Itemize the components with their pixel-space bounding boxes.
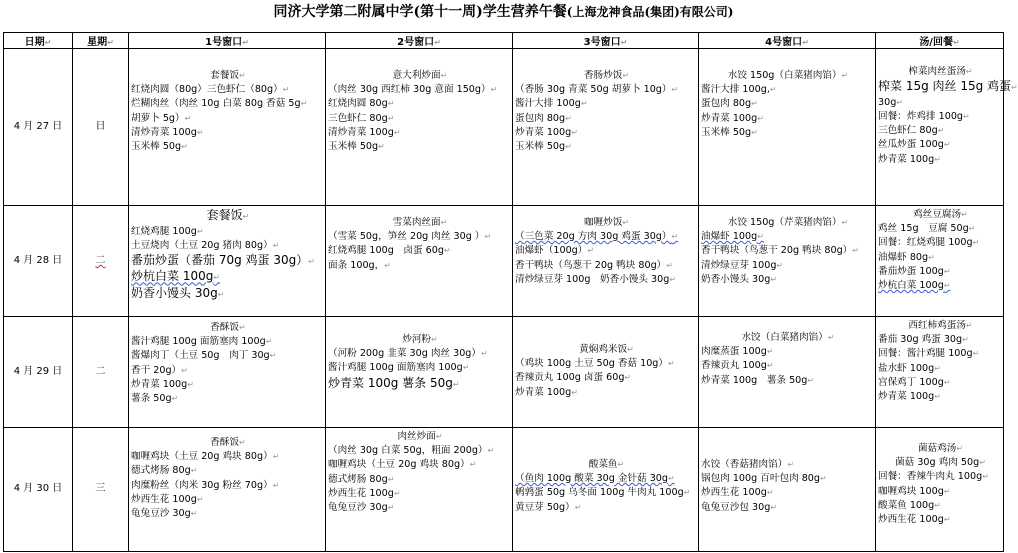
dish-line: （河粉 200g 韭菜 30g 肉丝 30g）↵	[328, 348, 488, 360]
paragraph-mark: ↵	[965, 67, 973, 76]
paragraph-mark: ↵	[565, 142, 572, 152]
paragraph-mark: ↵	[384, 260, 391, 270]
paragraph-mark: ↵	[272, 240, 280, 250]
soup-line: 酸菜鱼 100g↵	[878, 499, 941, 511]
dish-line: 面条 100g，↵	[328, 259, 391, 271]
dish-line: 香辣贡丸 100g↵	[701, 360, 774, 372]
dish-line: 红烧肉圆（80g）三色虾仁（80g）↵	[131, 84, 290, 96]
dish-line: 鹌鹑蛋 50g 乌冬面 100g 牛肉丸 100g↵	[515, 487, 691, 499]
paragraph-mark: ↵	[766, 361, 774, 371]
paragraph-mark: ↵	[620, 38, 628, 47]
paragraph-mark: ↵	[669, 274, 677, 284]
paragraph-mark: ↵	[617, 460, 625, 469]
header-row	[4, 33, 1004, 49]
dish-line: 炒西生花 100g↵	[701, 487, 774, 499]
soup-title: 西红柿鸡蛋汤↵	[908, 320, 973, 331]
dish-line: 炒青菜 100g 薯条 50g↵	[328, 375, 460, 390]
header-window-3: 3号窗口↵	[513, 33, 699, 49]
dish-line: 奶香小馒头 30g↵	[131, 285, 225, 300]
paragraph-mark: ↵	[979, 458, 986, 468]
dish-title: 肉丝炒面↵	[397, 431, 443, 442]
soup-line: 炒青菜 100g↵	[878, 153, 941, 165]
dish-line: 龟兔豆沙 30g↵	[328, 502, 395, 514]
window-2-cell	[326, 428, 513, 552]
paragraph-mark: ↵	[431, 335, 438, 344]
paragraph-mark: ↵	[683, 488, 691, 498]
soup-title: 榨菜肉丝蛋汤↵	[908, 66, 973, 77]
dish-title: 水饺（香菇猪肉馅）↵	[701, 459, 795, 470]
paragraph-mark: ↵	[751, 99, 758, 109]
paragraph-mark: ↵	[171, 394, 179, 404]
header-soup: 汤/回餐↵	[876, 33, 1004, 49]
weekday-label: 二	[95, 254, 106, 266]
paragraph-mark: ↵	[770, 274, 778, 284]
dish-title: 香肠炒饭↵	[583, 70, 630, 81]
dish-line: 红烧鸡腿 100g↵	[131, 225, 204, 237]
paragraph-mark: ↵	[484, 232, 492, 242]
paragraph-mark: ↵	[943, 515, 951, 525]
dish-line: 三色虾仁 80g↵	[328, 112, 395, 124]
weekday-cell: 日	[73, 49, 129, 206]
date-cell: 4 月 28 日	[4, 206, 73, 317]
dish-line: 清炒绿豆芽 100g↵	[701, 259, 784, 271]
paragraph-mark: ↵	[627, 345, 634, 354]
paragraph-mark: ↵	[934, 154, 941, 164]
paragraph-mark: ↵	[769, 85, 777, 95]
soup-line: 炒杭白菜 100g↵	[878, 280, 951, 292]
paragraph-mark: ↵	[934, 363, 941, 373]
soup-line: 鸡丝 15g 豆腐 50g↵	[878, 223, 976, 235]
paragraph-mark: ↵	[378, 142, 385, 152]
window-2-cell	[326, 49, 513, 206]
dish-line: （鱼肉 100g 酸菜 30g 金针菇 30g↵	[515, 473, 675, 485]
window-3-cell	[513, 49, 699, 206]
dish-line: 玉米棒 50g↵	[131, 141, 188, 153]
weekday-cell: 二	[73, 317, 129, 428]
soup-line: 回餐：香辣牛肉丸 100g↵	[878, 471, 989, 483]
paragraph-mark: ↵	[668, 474, 675, 484]
dish-line: 酱汁鸡腿 100g 面筋塞肉 100g↵	[131, 336, 273, 348]
soup-title: 鸡丝豆腐汤↵	[913, 209, 968, 220]
dish-line: （雪菜 50g，笋丝 20g 肉丝 30g ）↵	[328, 231, 492, 243]
dish-line: 香干鸭块（鸟葱干 20g 鸭块 80g）↵	[515, 259, 673, 271]
paragraph-mark: ↵	[443, 246, 451, 256]
dish-line: 龟兔豆沙包 30g↵	[701, 501, 778, 513]
window-1-cell	[129, 428, 326, 552]
dish-line: 咖喱鸡块（土豆 20g 鸡块 80g）↵	[131, 451, 280, 463]
paragraph-mark: ↵	[841, 218, 849, 227]
paragraph-mark: ↵	[452, 379, 460, 389]
paragraph-mark: ↵	[961, 210, 968, 219]
paragraph-mark: ↵	[481, 349, 488, 359]
paragraph-mark: ↵	[943, 281, 951, 291]
dish-line: 炒杭白菜 100g↵	[131, 269, 221, 284]
paragraph-mark: ↵	[434, 38, 441, 47]
paragraph-mark: ↵	[580, 99, 588, 109]
soup-line: 咖喱鸡块 100g↵	[878, 485, 951, 497]
paragraph-mark: ↵	[213, 273, 221, 283]
paragraph-mark: ↵	[972, 349, 980, 359]
dish-line: 肉糜粉丝（肉米 30g 粉丝 70g）↵	[131, 479, 280, 491]
paragraph-mark: ↵	[820, 474, 827, 484]
dish-line: 酱爆肉丁（土豆 50g 肉丁 30g↵	[131, 350, 277, 362]
dish-line: 奶香小馒头 30g↵	[701, 273, 778, 285]
soup-cell	[876, 317, 1004, 428]
window-1-cell	[129, 317, 326, 428]
paragraph-mark: ↵	[934, 392, 941, 402]
paragraph-mark: ↵	[574, 502, 582, 512]
date-cell: 4 月 29 日	[4, 317, 73, 428]
soup-line: 回餐：酱汁鸡腿 100g↵	[878, 348, 980, 360]
window-4-cell	[699, 428, 876, 552]
paragraph-mark: ↵	[1011, 83, 1018, 93]
dish-title: 酸菜鱼↵	[588, 459, 625, 470]
paragraph-mark: ↵	[190, 509, 198, 519]
paragraph-mark: ↵	[217, 289, 225, 299]
dish-title: 黄焖鸡米饭↵	[579, 344, 634, 355]
paragraph-mark: ↵	[766, 347, 774, 357]
paragraph-mark: ↵	[943, 140, 951, 150]
dish-line: 龟兔豆沙 30g↵	[131, 508, 198, 520]
paragraph-mark: ↵	[393, 488, 401, 498]
paragraph-mark: ↵	[766, 488, 774, 498]
table-row	[4, 428, 1004, 552]
weekday-cell	[73, 206, 129, 317]
dish-title: 套餐饭↵	[206, 208, 250, 222]
dish-line: 酱汁大排 100g,↵	[701, 84, 777, 96]
dish-line: 番茄炒蛋（番茄 70g 鸡蛋 30g）↵	[131, 252, 315, 267]
header-window-2: 2号窗口↵	[326, 33, 513, 49]
paragraph-mark: ↵	[440, 218, 448, 227]
paragraph-mark: ↵	[757, 113, 764, 123]
soup-cell	[876, 49, 1018, 206]
paragraph-mark: ↵	[841, 71, 849, 80]
soup-line: 宫保鸡丁 100g↵	[878, 376, 951, 388]
dish-line: 玉米棒 50g↵	[701, 126, 758, 138]
paragraph-mark: ↵	[571, 127, 578, 137]
paragraph-mark: ↵	[272, 480, 280, 490]
window-4-cell	[699, 317, 876, 428]
paragraph-mark: ↵	[827, 333, 835, 342]
dish-title: 雪菜肉丝面↵	[392, 217, 448, 228]
title-main: 同济大学第二附属中学(第十一周)学生营养午餐	[273, 4, 567, 20]
dish-title: 水饺（白菜猪肉馅）↵	[741, 332, 835, 343]
dish-title: 水饺 150g（白菜猪肉馅）↵	[727, 70, 849, 81]
dish-line: 香干 20g）↵	[131, 364, 188, 376]
date-cell: 4 月 30 日	[4, 428, 73, 552]
paragraph-mark: ↵	[937, 126, 945, 136]
paragraph-mark: ↵	[807, 375, 815, 385]
dish-line: （三色菜 20g 方肉 30g 鸡蛋 30g）↵	[515, 231, 679, 243]
window-3-cell	[513, 317, 699, 428]
dish-line: 德式烤肠 80g↵	[328, 473, 395, 485]
paragraph-mark: ↵	[757, 232, 764, 242]
paragraph-mark: ↵	[968, 224, 976, 234]
dish-line: 德式烤肠 80g↵	[131, 465, 198, 477]
dish-title: 水饺 150g（芹菜猪肉馅）↵	[727, 217, 849, 228]
dish-line: 肉糜蒸蛋 100g↵	[701, 346, 774, 358]
dish-title: 咖喱炒饭↵	[583, 217, 630, 228]
paragraph-mark: ↵	[982, 472, 989, 482]
page-title	[0, 2, 1007, 22]
table-row	[4, 317, 1004, 428]
soup-line: 30g↵	[878, 96, 904, 108]
dish-line: 咖喱鸡块（土豆 20g 鸡块 80g）↵	[328, 459, 477, 471]
paragraph-mark: ↵	[387, 99, 395, 109]
window-4-cell	[699, 206, 876, 317]
paragraph-mark: ↵	[943, 377, 951, 387]
paragraph-mark: ↵	[624, 373, 632, 383]
window-2-cell	[326, 317, 513, 428]
soup-cell	[876, 428, 1004, 552]
paragraph-mark: ↵	[387, 503, 395, 513]
paragraph-mark: ↵	[952, 38, 960, 47]
paragraph-mark: ↵	[387, 113, 395, 123]
soup-line: 番茄炒蛋 100g↵	[878, 265, 951, 277]
date-cell: 4 月 27 日	[4, 49, 73, 206]
paragraph-mark: ↵	[490, 85, 498, 95]
dish-line: 玉米棒 50g↵	[515, 141, 572, 153]
dish-line: 香辣贡丸 100g 卤蛋 60g↵	[515, 372, 632, 384]
soup-line: 榨菜 15g 肉丝 15g 鸡蛋↵	[878, 79, 1018, 94]
soup-line: 三色虾仁 80g↵	[878, 125, 945, 137]
window-1-cell	[129, 49, 326, 206]
soup-line: 菌菇 30g 鸡肉 50g↵	[895, 457, 986, 469]
dish-line: 烂糊肉丝（肉丝 10g 白菜 80g 香菇 5g↵	[131, 98, 308, 110]
dish-line: 炒青菜 100g 薯条 50g↵	[701, 374, 815, 386]
paragraph-mark: ↵	[668, 359, 675, 369]
paragraph-mark: ↵	[587, 246, 595, 256]
paragraph-mark: ↵	[469, 460, 477, 470]
dish-line: 香干鸭块（鸟葱干 20g 鸭块 80g）↵	[701, 245, 859, 257]
paragraph-mark: ↵	[776, 260, 784, 270]
paragraph-mark: ↵	[181, 365, 188, 375]
paragraph-mark: ↵	[265, 337, 273, 347]
paragraph-mark: ↵	[928, 252, 935, 262]
dish-title: 套餐饭↵	[210, 70, 246, 81]
dish-line: 酱汁鸡腿 100g 面筋塞肉 100g↵	[328, 362, 470, 374]
header-weekday: 星期↵	[73, 33, 129, 49]
dish-line: 炒青菜 100g↵	[701, 112, 764, 124]
paragraph-mark: ↵	[239, 323, 246, 332]
paragraph-mark: ↵	[571, 387, 578, 397]
dish-line: 酱汁大排 100g↵	[515, 98, 588, 110]
dish-line: 炒西生花 100g↵	[131, 493, 204, 505]
soup-line: 丝瓜炒蛋 100g↵	[878, 139, 951, 151]
dish-title: 炒河粉↵	[402, 334, 438, 345]
paragraph-mark: ↵	[440, 71, 448, 80]
soup-line: 炒西生花 100g↵	[878, 514, 951, 526]
dish-line: （肉丝 30g 白菜 50g，粗面 200g）↵	[328, 445, 495, 457]
dish-line: 锅包肉 100g 百叶包肉 80g↵	[701, 473, 827, 485]
header-date: 日期↵	[4, 33, 73, 49]
window-3-cell	[513, 206, 699, 317]
dish-line: 炒西生花 100g↵	[328, 487, 401, 499]
paragraph-mark: ↵	[565, 113, 572, 123]
paragraph-mark: ↵	[943, 266, 951, 276]
title-company: (上海龙神食品(集团)有限公司)	[566, 5, 734, 19]
dish-line: 炒青菜 100g↵	[515, 126, 578, 138]
dish-line: 油爆虾 100g↵	[701, 231, 764, 243]
soup-line: 炒青菜 100g↵	[878, 391, 941, 403]
dish-line: 炒青菜 100g↵	[515, 386, 578, 398]
dish-line: 清炒青菜 100g↵	[131, 126, 204, 138]
paragraph-mark: ↵	[963, 111, 970, 121]
dish-line: 红烧肉圆 80g↵	[328, 98, 395, 110]
paragraph-mark: ↵	[184, 113, 192, 123]
paragraph-mark: ↵	[239, 71, 246, 80]
soup-title: 菌菇鸡汤↵	[917, 443, 964, 454]
dish-title: 香酥饭↵	[210, 322, 246, 333]
paragraph-mark: ↵	[934, 500, 941, 510]
paragraph-mark: ↵	[107, 38, 114, 47]
dish-line: 黄豆芽 50g）↵	[515, 501, 582, 513]
table-row	[4, 206, 1004, 317]
soup-line: 回餐：红烧鸡腿 100g↵	[878, 237, 980, 249]
paragraph-mark: ↵	[187, 379, 194, 389]
window-3-cell	[513, 428, 699, 552]
paragraph-mark: ↵	[896, 97, 904, 107]
paragraph-mark: ↵	[671, 85, 679, 95]
window-2-cell	[326, 206, 513, 317]
paragraph-mark: ↵	[972, 238, 980, 248]
dish-line: （肉丝 30g 西红柿 30g 意面 150g）↵	[328, 84, 498, 96]
paragraph-mark: ↵	[44, 38, 52, 47]
paragraph-mark: ↵	[282, 85, 290, 95]
soup-line: 番茄 30g 鸡蛋 30g↵	[878, 334, 969, 346]
dish-line: 炒青菜 100g↵	[131, 378, 194, 390]
paragraph-mark: ↵	[308, 256, 315, 266]
paragraph-mark: ↵	[269, 351, 277, 361]
paragraph-mark: ↵	[196, 127, 204, 137]
paragraph-mark: ↵	[242, 38, 249, 47]
paragraph-mark: ↵	[666, 260, 673, 270]
soup-line: 回餐：炸鸡排 100g↵	[878, 110, 970, 122]
paragraph-mark: ↵	[802, 38, 809, 47]
paragraph-mark: ↵	[943, 486, 951, 496]
paragraph-mark: ↵	[962, 335, 969, 345]
paragraph-mark: ↵	[239, 438, 246, 447]
dish-line: （香肠 30g 青菜 50g 胡萝卜 10g）↵	[515, 84, 679, 96]
paragraph-mark: ↵	[622, 71, 630, 80]
dish-title: 意大利炒面↵	[392, 70, 448, 81]
dish-line: 红烧鸡腿 100g 卤蛋 60g↵	[328, 245, 451, 257]
paragraph-mark: ↵	[770, 502, 778, 512]
header-window-4: 4号窗口↵	[699, 33, 876, 49]
paragraph-mark: ↵	[435, 432, 443, 441]
window-4-cell	[699, 49, 876, 206]
paragraph-mark: ↵	[671, 232, 679, 242]
paragraph-mark: ↵	[462, 363, 470, 373]
soup-line: 盐水虾 100g↵	[878, 362, 941, 374]
dish-line: 蛋包肉 80g↵	[515, 112, 572, 124]
paragraph-mark: ↵	[965, 321, 973, 330]
dish-line: 薯条 50g↵	[131, 393, 179, 405]
paragraph-mark: ↵	[190, 466, 198, 476]
paragraph-mark: ↵	[181, 142, 188, 152]
dish-line: 蛋包肉 80g↵	[701, 98, 758, 110]
weekday-cell: 三	[73, 428, 129, 552]
soup-line: 油爆虾 80g↵	[878, 251, 935, 263]
paragraph-mark: ↵	[300, 99, 308, 109]
paragraph-mark: ↵	[272, 452, 280, 462]
paragraph-mark: ↵	[487, 446, 495, 456]
dish-line: 清炒青菜 100g↵	[328, 126, 401, 138]
dish-line: 清炒绿豆芽 100g 奶香小馒头 30g↵	[515, 273, 677, 285]
dish-line: 油爆虾（100g）↵	[515, 245, 595, 257]
dish-line: 土豆烧肉（土豆 20g 猪肉 80g）↵	[131, 239, 280, 251]
paragraph-mark: ↵	[787, 460, 795, 469]
dish-line: 玉米棒 50g↵	[328, 141, 385, 153]
paragraph-mark: ↵	[852, 246, 859, 256]
table-row	[4, 49, 1004, 206]
paragraph-mark: ↵	[622, 218, 630, 227]
paragraph-mark: ↵	[242, 212, 250, 221]
menu-table	[3, 32, 1018, 552]
paragraph-mark: ↵	[387, 474, 395, 484]
dish-title: 香酥饭↵	[210, 437, 246, 448]
paragraph-mark: ↵	[196, 226, 204, 236]
paragraph-mark: ↵	[393, 127, 401, 137]
header-window-1: 1号窗口↵	[129, 33, 326, 49]
paragraph-mark: ↵	[956, 444, 964, 453]
paragraph-mark: ↵	[196, 494, 204, 504]
paragraph-mark: ↵	[751, 127, 758, 137]
dish-line: （鸡块 100g 土豆 50g 香菇 10g）↵	[515, 358, 675, 370]
soup-cell	[876, 206, 1004, 317]
dish-line: 胡萝卜 5g）↵	[131, 112, 192, 124]
window-1-cell	[129, 206, 326, 317]
